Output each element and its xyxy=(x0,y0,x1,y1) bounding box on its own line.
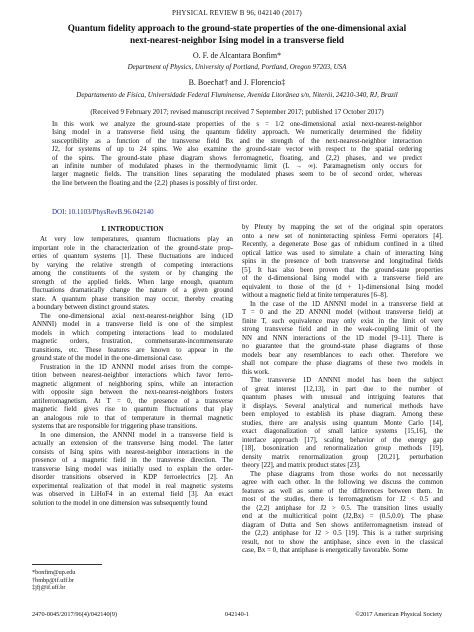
title-line: Quantum fidelity approach to the ground-state properties of the one-dimensional axial xyxy=(67,23,407,33)
body-text-line: the ⟨2,2⟩ antiphase for J2 > 0.5. The transition lines usually xyxy=(242,504,443,512)
body-text-line: actually an extension of the transverse Ising model. The latter xyxy=(32,440,233,447)
body-text-line: consists of Ising spins with nearest-neighbor interactions in the xyxy=(32,448,233,456)
body-text-line: The transverse 1D ANNNI model has been the subject xyxy=(250,377,443,384)
body-text-line: quantum phases with unusual and intriguing features that xyxy=(242,394,443,401)
body-text-line: important role in the characterization of the ground-state prop- xyxy=(32,244,233,252)
body-text-line: result, not to show the antiphase, since even in the classical xyxy=(242,538,443,546)
body-text-line: studies, there are analysis using quantum Monte Carlo [14], xyxy=(242,419,443,427)
body-text-line: this work. xyxy=(242,368,270,376)
left-column-text xyxy=(32,236,233,508)
body-text-line: transverse Ising model was initially used to explain the order- xyxy=(32,465,233,473)
body-text-line: strength of the applied fields. When large enough, quantum xyxy=(32,278,233,286)
abstract-line: J2, for systems of up to 24 spins. We also examine the ground-state vector with respect to the spatial ordering xyxy=(52,146,422,154)
body-text-line: diagram of Dutta and Sen shows antiferromagnetism instead of xyxy=(242,521,443,529)
body-text-line: strong transverse field and in the weak-coupling limit of the xyxy=(242,326,443,333)
body-text-line: At very low temperatures, quantum fluctuations play an xyxy=(40,236,233,243)
body-text-line: tition between nearest-neighbor interactions which favor ferro- xyxy=(32,372,233,379)
body-text-line: The one-dimensional axial next-nearest-neighbor Ising (1D xyxy=(40,312,233,320)
body-text-line: by Pfeuty by mapping the set of the original spin operators xyxy=(242,224,443,231)
body-text-line: In the case of the 1D ANNNI model in a transverse field at xyxy=(250,300,443,308)
body-text-line: presence of a magnetic field in the transverse direction. The xyxy=(32,457,233,464)
body-text-line: The phase diagrams from those works do not necessarily xyxy=(250,470,443,478)
body-text-line: models in which competing interactions lead to modulated xyxy=(32,329,233,337)
body-text-line: Recently, a degenerate Bose gas of rubidium confined in a tilted xyxy=(242,241,443,248)
body-text-line: features as well as some of the differences between them. In xyxy=(242,487,443,495)
body-text-line: optical lattice was used to simulate a chain of interacting Ising xyxy=(242,249,443,257)
body-text-line: most of the studies, there is ferromagnetism for J2 < 0.5 and xyxy=(242,496,443,503)
body-text-line: theory [22], and matrix product states [23]. xyxy=(242,462,361,469)
journal-header: PHYSICAL REVIEW B 96, 042140 (2017) xyxy=(172,9,302,17)
body-text-line: magnetic orders, frustration, commensurate-incommensurate xyxy=(32,338,233,345)
body-text-line: by varying the relative strength of competing interactions xyxy=(32,261,233,269)
body-text-line: case, Bx = 0, that antiphase is energetically favorable. Some xyxy=(242,547,409,554)
abstract-line: Ising model in a transverse field using the quantum fidelity approach. We numerically determined the fidelity xyxy=(52,129,422,137)
body-text-line: models bear any resemblances to each other. Therefore we xyxy=(242,351,443,359)
body-text-line: equivalent to those of the (d + 1)-dimensional Ising model xyxy=(242,283,443,291)
affiliation-1: Department of Physics, University of Portland, Portland, Oregon 97203, USA xyxy=(127,63,347,71)
footnotes xyxy=(32,569,75,592)
body-text-line: [5]. It has also been proven that the ground-state properties xyxy=(242,266,443,274)
body-text-line: systems that are responsible for triggering phase transitions. xyxy=(32,423,198,430)
page-number: 042140-1 xyxy=(224,611,250,618)
paper-title xyxy=(50,23,424,46)
body-text-line: transitions, etc. These features are known to appear in the xyxy=(32,346,233,354)
abstract-line: of the spins. The ground-state phase diagram shows ferromagnetic, floating, and ⟨2,2⟩ phases, and we predict xyxy=(52,154,422,162)
body-text-line: onto a new set of noninteracting spinless Fermi operators [4]. xyxy=(242,232,443,240)
body-text-line: of great interest [12,13], in part due to the number of xyxy=(242,385,443,393)
received-dates: (Received 9 February 2017; revised manuscript received 7 September 2017; published 17 October 2017) xyxy=(90,108,384,116)
body-text-line: exact diagonalization of small lattice systems [15,16], the xyxy=(242,428,443,435)
body-text-line: among the constituents of the system or by changing the xyxy=(32,270,233,277)
body-text-line: fluctuations dramatically change the nature of a given ground xyxy=(32,287,233,294)
body-text-line: agree with each other. In the following we discuss the common xyxy=(242,479,443,486)
body-text-line: disorder transitions observed in KDP ferroelectrics [2]. An xyxy=(32,474,233,481)
body-text-line: a boundary between distinct ground states. xyxy=(32,304,150,311)
body-text-line: of the d-dimensional Ising model with a transverse field are xyxy=(242,275,443,282)
body-text-line: solution to the model in one dimension was subsequently found xyxy=(32,499,208,507)
title-line: next-nearest-neighbor Ising model in a transverse field xyxy=(129,34,345,45)
body-text-line: state. A quantum phase transition may occur, thereby creating xyxy=(32,295,233,303)
section-heading: I. INTRODUCTION xyxy=(101,225,164,233)
body-text-line: NN and NNN interactions of the 1D model [9–11]. There is xyxy=(242,334,443,342)
footnote[interactable]: *bonfim@up.edu xyxy=(32,569,76,576)
body-text-line: shall not compare the phase diagrams of these two models in xyxy=(242,360,443,367)
abstract-line: the line between the floating and the ⟨2,2⟩ phases is possibly of first order. xyxy=(52,179,257,187)
abstract-line: an infinite number of modulated phases in the thermodynamic limit (L → ∞). Paramagnetism only occurs for xyxy=(52,163,422,171)
body-text-line: finite T, such equivalence may only exist in the limit of very xyxy=(242,317,443,325)
doi-link[interactable]: DOI: 10.1103/PhysRevB.96.042140 xyxy=(52,208,154,216)
body-text-line: ground state of the model in the one-dimensional case. xyxy=(32,355,183,362)
body-text-line: In one dimension, the ANNNI model in a transverse field is xyxy=(40,431,233,439)
right-column-text xyxy=(242,224,443,556)
body-text-line: no guarantee that the ground-state phase diagrams of those xyxy=(242,343,443,350)
body-text-line: ANNNI) model in a transverse field is one of the simplest xyxy=(32,321,233,328)
affiliation-2: Departamento de Física, Universidade Federal Fluminense, Avenida Litorânea s/n, Niterói, 24210-340, RJ, Brazil xyxy=(76,91,398,99)
body-text-line: T = 0 and the 2D ANNNI model (without transverse field) at xyxy=(242,309,443,316)
issn-code: 2470-0045/2017/96(4)/042140(9) xyxy=(32,611,117,618)
body-text-line: with opposite sign between the next-nearest-neighbors fosters xyxy=(32,389,233,396)
body-text-line: magnetic alignment of neighboring spins, while an interaction xyxy=(32,380,233,388)
copyright: ©2017 American Physical Society xyxy=(355,611,442,618)
body-text-line: was observed in LiHoF4 in an external field [3]. An exact xyxy=(32,491,233,498)
footnote[interactable]: ‡jfj@if.uff.br xyxy=(32,584,66,592)
author-line-2: B. Boechat† and J. Florencio‡ xyxy=(188,78,286,87)
body-text-line: end at the multicritical point (J2,Bx) = (0.5,0.0). The phase xyxy=(242,513,443,520)
author-line-1: O. F. de Alcantara Bonfim* xyxy=(192,51,282,60)
abstract xyxy=(52,121,422,188)
body-text-line: been employed to establish its phase diagram. Among these xyxy=(242,411,443,418)
abstract-line: susceptibility as a function of the transverse field Bx and the strength of the next-nearest-neighbor interaction xyxy=(52,137,422,145)
footnote[interactable]: †bmbp@if.uff.br xyxy=(32,576,75,584)
body-text-line: density matrix renormalization group [20,21], perturbation xyxy=(242,453,443,461)
body-text-line: an analogous role to that of temperature in thermal magnetic xyxy=(32,414,233,422)
body-text-line: antiferromagnetism. At T = 0, the presence of a transverse xyxy=(32,397,233,405)
body-text-line: spins in the presence of both transverse and longitudinal fields xyxy=(242,258,443,265)
body-text-line: without a magnetic field at finite temperatures [6–8]. xyxy=(242,292,388,299)
body-text-line: it displays. Several analytical and numerical methods have xyxy=(242,402,443,410)
footnote-divider xyxy=(32,564,102,565)
body-text-line: the ⟨2,2⟩ antiphase for J2 > 0.5 [19]. This is a rather surprising xyxy=(242,530,443,537)
body-text-line: magnetic field gives rise to quantum fluctuations that play xyxy=(32,406,233,413)
body-text-line: [18], bosonization and renormalization group methods [19], xyxy=(242,445,443,452)
abstract-line: larger magnetic fields. The transition lines separating the modulated phases seem to be of second order, whereas xyxy=(52,171,422,179)
body-text-line: experimental realization of that model in real magnetic systems xyxy=(32,482,233,490)
abstract-line: In this work we analyze the ground-state properties of the s = 1/2 one-dimensional axial next-nearest-neighbor xyxy=(52,121,422,128)
body-text-line: interface approach [17], scaling behavior of the energy gap xyxy=(242,436,443,444)
body-text-line: erties of quantum systems [1]. These fluctuations are induced xyxy=(32,253,233,260)
body-text-line: Frustration in the 1D ANNNI model arises from the compe- xyxy=(40,363,233,371)
